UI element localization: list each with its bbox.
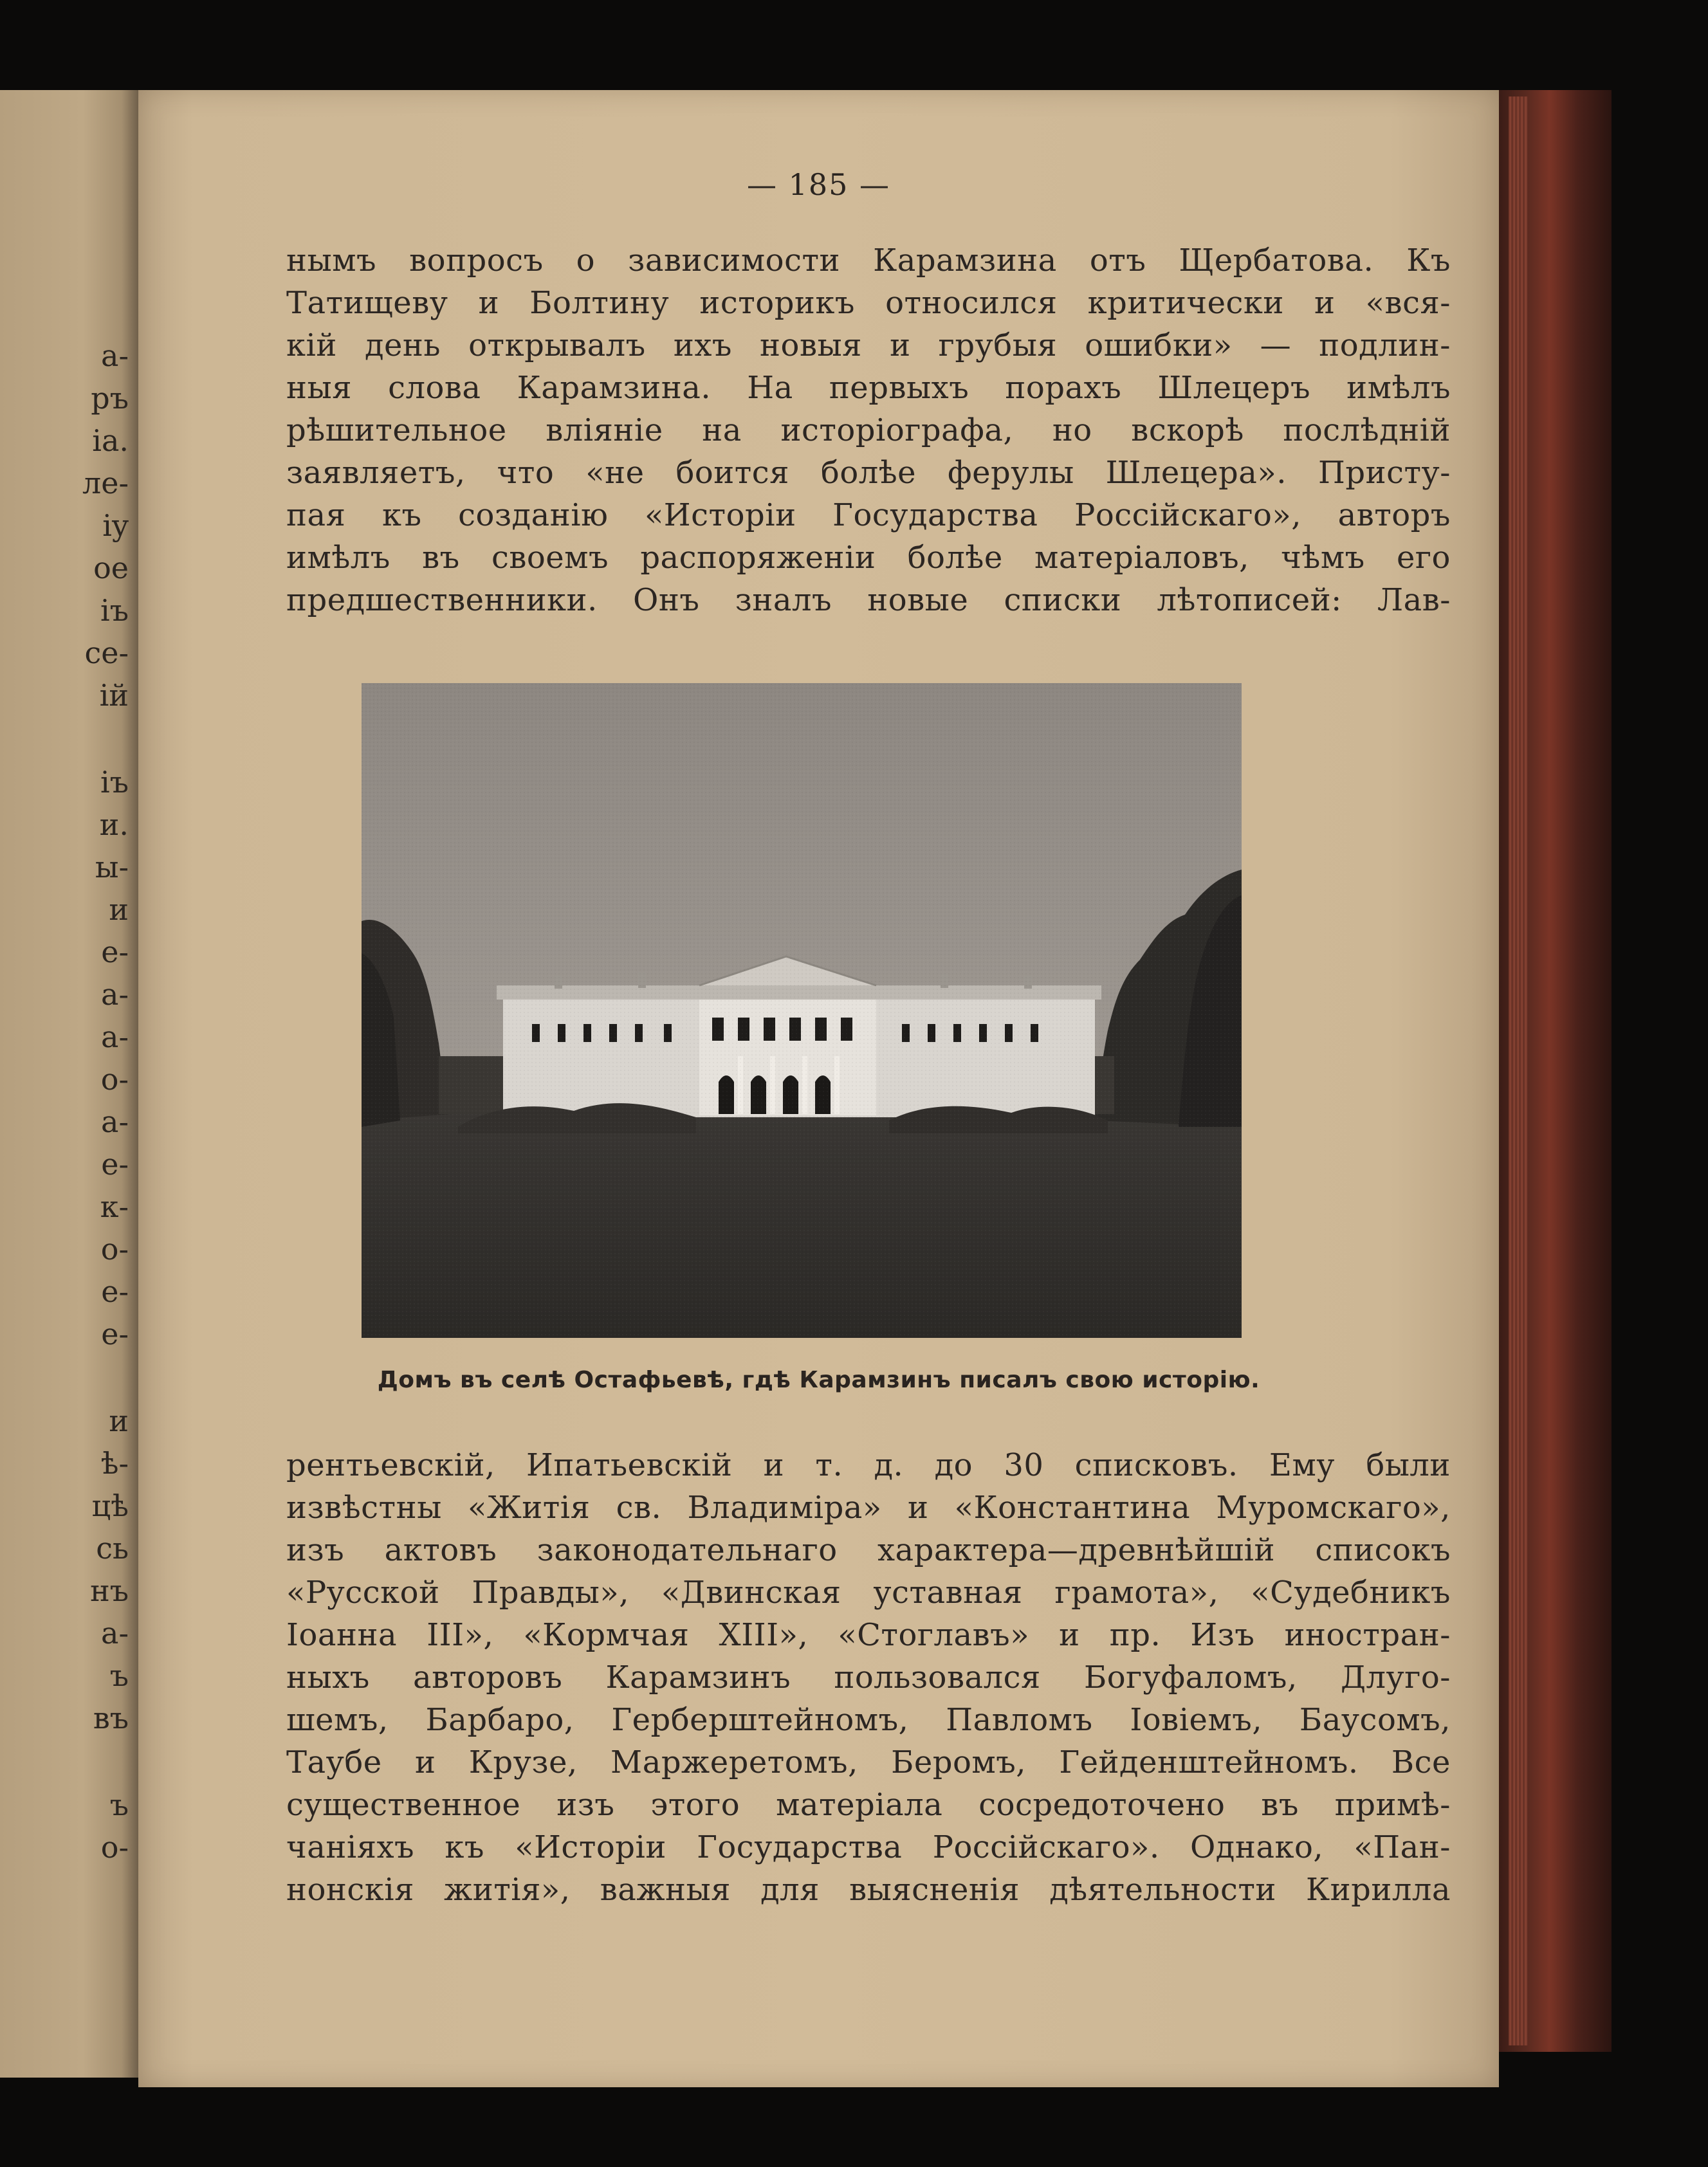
- text-line: заявляетъ, что «не боится болѣе ферулы Шлецера». Присту-: [286, 455, 1451, 491]
- left-page-text-fragment: се-: [84, 635, 129, 670]
- left-page-text-fragment: а-: [101, 977, 129, 1012]
- left-page-text-fragment: іа.: [92, 423, 129, 458]
- left-page-text-fragment: ы-: [95, 850, 129, 884]
- text-line: извѣстны «Житія св. Владиміра» и «Константина Муромскаго»,: [286, 1490, 1451, 1526]
- left-page-text-fragment: въ: [93, 1701, 129, 1735]
- left-page-text-fragment: е-: [101, 1317, 129, 1351]
- left-page-text-fragment: о-: [100, 1232, 129, 1266]
- text-line: пая къ созданію «Исторіи Государства Россійскаго», авторъ: [286, 497, 1451, 533]
- previous-page-edge: [0, 90, 138, 2078]
- text-line: шемъ, Барбаро, Герберштейномъ, Павломъ Іовіемъ, Баусомъ,: [286, 1702, 1451, 1738]
- left-page-text-fragment: а-: [101, 338, 129, 373]
- left-page-text-fragment: и: [109, 892, 129, 927]
- left-page-text-fragment: iy: [102, 508, 129, 543]
- left-page-text-fragment: сь: [96, 1531, 129, 1566]
- left-page-text-fragment: ъ: [109, 1788, 129, 1822]
- text-line: нонскія житія», важныя для выясненія дѣятельности Кирилла: [286, 1872, 1451, 1908]
- text-line: ныя слова Карамзина. На первыхъ порахъ Шлецеръ имѣлъ: [286, 370, 1451, 406]
- house-photo-illustration: [362, 683, 1242, 1338]
- left-page-text-fragment: ій: [99, 678, 129, 713]
- left-page-text-fragment: ое: [93, 551, 129, 585]
- left-page-text-fragment: е-: [101, 1274, 129, 1309]
- left-page-text-fragment: нъ: [90, 1573, 129, 1608]
- left-page-text-fragment: іъ: [100, 593, 129, 628]
- paragraph-bottom: [286, 1444, 1451, 1911]
- left-page-text-fragment: о-: [100, 1062, 129, 1097]
- text-line: ныхъ авторовъ Карамзинъ пользовался Богуфаломъ, Длуго-: [286, 1660, 1451, 1696]
- figure-caption: Домъ въ селѣ Остафьевѣ, гдѣ Карамзинъ писалъ свою исторію.: [377, 1367, 1260, 1393]
- page-number: — 185 —: [746, 167, 891, 202]
- page-stack-edge: [1509, 96, 1528, 2045]
- left-page-text-fragment: и.: [99, 807, 129, 842]
- left-page-text-fragment: е-: [101, 1147, 129, 1182]
- paragraph-top: [286, 239, 1451, 621]
- left-page-text-fragment: а-: [101, 1019, 129, 1054]
- left-page-text-fragment: ле-: [82, 466, 129, 500]
- left-page-text-fragment: ѣ-: [100, 1446, 129, 1481]
- photo-ostafyevo-house: [362, 683, 1242, 1338]
- left-page-text-fragment: ъ: [109, 1658, 129, 1693]
- left-page-text-fragment: е-: [101, 935, 129, 969]
- left-page-text-fragment: іъ: [100, 765, 129, 800]
- left-page-text-fragment: а-: [101, 1616, 129, 1650]
- book-page: [138, 90, 1499, 2087]
- left-page-text-fragment: к-: [100, 1189, 129, 1224]
- text-line: нымъ вопросъ о зависимости Карамзина отъ Щербатова. Къ: [286, 242, 1451, 279]
- left-page-text-fragment: о-: [100, 1830, 129, 1865]
- text-line: Іоанна III», «Кормчая XIII», «Стоглавъ» и пр. Изъ иностран-: [286, 1617, 1451, 1653]
- text-line: предшественники. Онъ зналъ новые списки лѣтописей: Лав-: [286, 582, 1451, 618]
- text-line: Татищеву и Болтину историкъ относился критически и «вся-: [286, 285, 1451, 321]
- text-line: изъ актовъ законодательнаго характера—древнѣйшій списокъ: [286, 1532, 1451, 1568]
- text-line: Таубе и Крузе, Маржеретомъ, Беромъ, Гейденштейномъ. Все: [286, 1744, 1451, 1780]
- text-line: кій день открывалъ ихъ новыя и грубыя ошибки» — подлин-: [286, 327, 1451, 363]
- text-line: чаніяхъ къ «Исторіи Государства Россійскаго». Однако, «Пан-: [286, 1829, 1451, 1865]
- text-line: «Русской Правды», «Двинская уставная грамота», «Судебникъ: [286, 1575, 1451, 1611]
- left-page-text-fragment: ръ: [91, 381, 129, 416]
- left-page-text-fragment: и: [109, 1404, 129, 1438]
- left-page-text-fragment: цѣ: [91, 1488, 129, 1523]
- text-line: существенное изъ этого матеріала сосредоточено въ примѣ-: [286, 1787, 1451, 1823]
- left-page-text-fragment: а-: [101, 1104, 129, 1139]
- text-line: рентьевскій, Ипатьевскій и т. д. до 30 списковъ. Ему были: [286, 1447, 1451, 1483]
- text-line: имѣлъ въ своемъ распоряженіи болѣе матеріаловъ, чѣмъ его: [286, 540, 1451, 576]
- text-line: рѣшительное вліяніе на исторіографа, но вскорѣ послѣдній: [286, 412, 1451, 448]
